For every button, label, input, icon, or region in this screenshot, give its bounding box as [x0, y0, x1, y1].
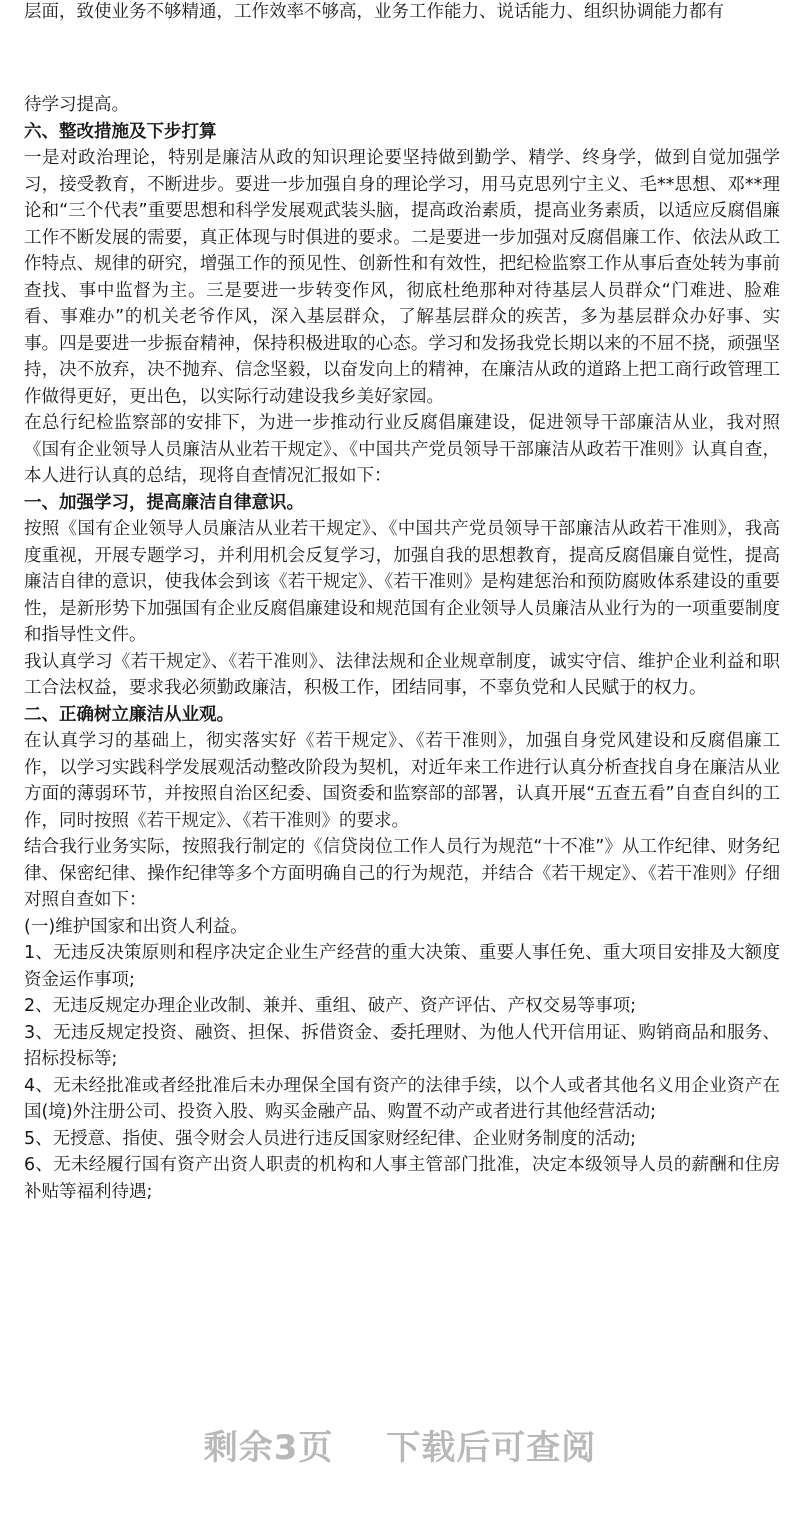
paragraph: 3、无违反规定投资、融资、担保、拆借资金、委托理财、为他人代开信用证、购销商品和服务、招标投标等; [24, 1022, 780, 1069]
paragraph: 待学习提高。 [24, 95, 129, 115]
paragraph: 一是对政治理论，特别是廉洁从政的知识理论要坚持做到勤学、精学、终身学，做到自觉加强学习，接受教育，不断进步。要进一步加强自身的理论学习，用马克思列宁主义、毛**思想、邓**理论和“三个代表”重要思想和科学发展观武装头脑，提高政治素质，提高业务素质，以适应反腐倡廉工作不断发展的需要，真正体现与时俱进的要求。二是要进一步加强对反腐倡廉工作、依法从政工作特点、规律的研究，增强工作的预见性、创新性和有效性，把纪检监察工作从事后查处转为事前查找、事中监督为主。三是要进一步转变作风，彻底杜绝那种对待基层人员群众“门难进、脸难看、事难办”的机关老爷作风，深入基层群众，了解基层群众的疾苦，多为基层群众办好事、实事。四是要进一步振奋精神，保持积极进取的心态。学习和发扬我党长期以来的不屈不挠，顽强坚持，决不放弃，决不抛弃、信念坚毅，以奋发向上的精神，在廉洁从政的道路上把工商行政管理工作做得更好，更出色，以实际行动建设我乡美好家园。 [24, 148, 780, 407]
paragraph: 4、无未经批准或者经批准后未办理保全国有资产的法律手续，以个人或者其他名义用企业资产在国(境)外注册公司、投资入股、购买金融产品、购置不动产或者进行其他经营活动; [24, 1075, 780, 1122]
top-fragment-line [24, 0, 780, 34]
remaining-pages-label: 剩余3页 [203, 1428, 334, 1468]
paragraph: 在总行纪检监察部的安排下，为进一步推动行业反腐倡廉建设，促进领导干部廉洁从业，我对照《国有企业领导人员廉洁从业若干规定》、《中国共产党员领导干部廉洁从政若干准则》认真自查，本人进行认真的总结，现将自查情况汇报如下： [24, 413, 780, 486]
paragraph: 5、无授意、指使、强令财会人员进行违反国家财经纪律、企业财务制度的活动; [24, 1128, 637, 1149]
paragraph: 6、无未经履行国有资产出资人职责的机构和人事主管部门批准，决定本级领导人员的薪酬和住房补贴等福利待遇; [24, 1155, 780, 1202]
section-heading: 一、加强学习，提高廉洁自律意识。 [24, 492, 304, 513]
paragraph: (一)维护国家和出资人利益。 [24, 916, 248, 937]
paragraph: 在认真学习的基础上，彻实落实好《若干规定》、《若干准则》，加强自身党风建设和反腐倡廉工作，以学习实践科学发展观活动整改阶段为契机，对近年来工作进行认真分析查找自身在廉洁从业方面的薄弱环节，并按照自治区纪委、国资委和监察部的部署，认真开展“五查五看”自查自纠的工作，同时按照《若干规定》、《若干准则》的要求。 [24, 731, 780, 831]
paragraph: 1、无违反决策原则和程序决定企业生产经营的重大决策、重要人事任免、重大项目安排及大额度资金运作事项; [24, 943, 780, 990]
paragraph: 我认真学习《若干规定》、《若干准则》、法律法规和企业规章制度，诚实守信、维护企业利益和职工合法权益，要求我必须勤政廉洁，积极工作，团结同事，不辜负党和人民赋于的权力。 [24, 651, 780, 698]
section-heading: 六、整改措施及下步打算 [24, 121, 217, 142]
paragraph: 按照《国有企业领导人员廉洁从业若干规定》、《中国共产党员领导干部廉洁从政若干准则》，我高度重视，开展专题学习，并利用机会反复学习，加强自我的思想教育，提高反腐倡廉自觉性，提高廉洁自律的意识，使我体会到该《若干规定》、《若干准则》是构建惩治和预防腐败体系建设的重要性，是新形势下加强国有企业反腐倡廉建设和规范国有企业领导人员廉洁从业行为的一项重要制度和指导性文件。 [24, 519, 780, 645]
document-body [24, 92, 780, 1205]
paragraph: 2、无违反规定办理企业改制、兼并、重组、破产、资产评估、产权交易等事项; [24, 996, 637, 1016]
paragraph: 结合我行业务实际，按照我行制定的《信贷岗位工作人员行为规范“十不准”》从工作纪律、财务纪律、保密纪律、操作纪律等多个方面明确自己的行为规范，并结合《若干规定》、《若干准则》仔细对照自查如下： [24, 837, 780, 910]
top-fragment-text: 层面，致使业务不够精通，工作效率不够高，业务工作能力、说话能力、组织协调能力都有 [24, 2, 724, 22]
section-heading: 二、正确树立廉洁从业观。 [24, 704, 234, 725]
download-prompt[interactable] [0, 1420, 800, 1469]
download-to-view-label: 下载后可查阅 [386, 1428, 597, 1468]
